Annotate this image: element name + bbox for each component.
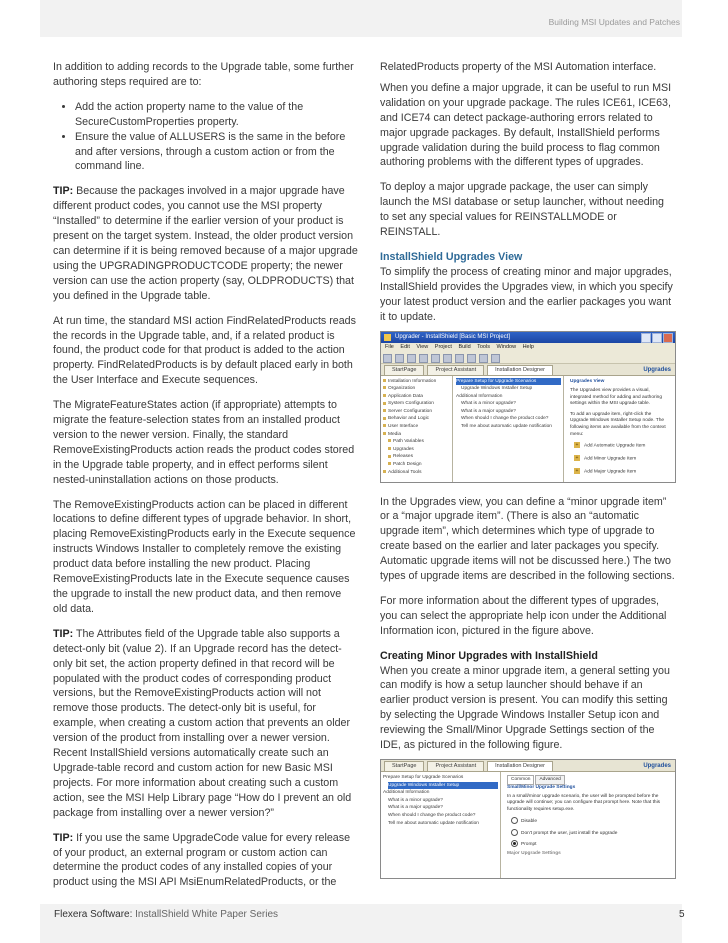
option-label: Don't prompt the user, just install the upgrade (521, 830, 618, 836)
upgrades-view-screenshot (380, 331, 676, 483)
radio-icon (511, 817, 518, 824)
view-label: Upgrades (643, 763, 671, 769)
tree-item: Prepare Setup for Upgrade Scenarios (383, 775, 464, 780)
tree-item: What is a minor upgrade? (461, 401, 516, 407)
group-title: Small/Minor Upgrade Settings (507, 785, 576, 790)
migrate-paragraph: The MigrateFeatureStates action (if appropriate) attempts to migrate the feature-selection states from an installed product version to the newer version. Finally, the standard RemoveExistingProducts action reads the product codes stored in the Upgrade table property, and in effect performs silent nested-uninstallation actions on those products. (53, 399, 355, 486)
list-item: • Ensure the value of ALLUSERS is the same in the before and after versions, through a custom action or from the command line. (75, 130, 358, 175)
ide-panes (381, 376, 675, 482)
minimize-icon (641, 333, 651, 343)
tip-text: Because the packages involved in a major upgrade have different product codes, you cannot use the MSI property “Installed” to determine if the earlier version of your product is present on the target system. Instead, the older product version can determine if it is being removed because of a major upgrade using the UPGRADINGPRODUCTCODE property; the newer version can use the action property (say, OLDPRODUCTS) that you defined in the Upgrade table. (53, 185, 358, 302)
tree-item: Path Variables (388, 438, 450, 446)
tree-item: When should I change the product code? (461, 416, 549, 422)
footer-series-title: InstallShield White Paper Series (132, 909, 278, 920)
tab-startpage: StartPage (384, 761, 424, 771)
menu-item: File (385, 343, 394, 350)
validation-paragraph: When you define a major upgrade, it can be useful to run MSI validation on your upgrade package. The rules ICE61, ICE63, and ICE74 can detect package-authoring errors related to major upgrade packages. By default, InstallShield performs upgrade validation during the build process to flag common authoring problems with the different types of upgrades. (380, 81, 672, 169)
upgrades-view-paragraph: In the Upgrades view, you can define a “minor upgrade item” or a “major upgrade item”. (There is also an “automatic upgrade item”, which determines which type of upgrade to create based on the earlier and later packages you specify. Automatic upgrade items will not be discussed here.) The two types of upgrade items are described in the following sections. (380, 495, 675, 583)
tip-label: TIP: (53, 185, 74, 198)
tree-item: Behavior and Logic (383, 415, 450, 423)
help-pane (565, 376, 675, 482)
tree-item: Releases (388, 453, 450, 461)
tree-item: Additional Information (456, 393, 503, 399)
tree-item: Upgrades (388, 446, 450, 454)
upgrades-tree (381, 772, 501, 878)
tree-item: Additional Tools (383, 469, 450, 477)
tab-advanced: Advanced (535, 775, 564, 785)
help-item: + Add Automatic Upgrade Item (574, 442, 670, 450)
toolbar-button-icon (443, 354, 452, 363)
tip-paragraph (53, 831, 358, 891)
view-label: Upgrades (643, 366, 671, 373)
tree-item: Prepare Setup for Upgrade Scenarios (456, 378, 561, 386)
settings-pane (502, 772, 675, 878)
deploy-paragraph: To deploy a major upgrade package, the user can simply launch the MSI database or setup launcher, without needing to set any special values for REINSTALLMODE or REINSTALL. (380, 181, 665, 239)
tree-item: What is a minor upgrade? (388, 797, 443, 803)
toolbar-button-icon (467, 354, 476, 363)
tip-text: If you use the same UpgradeCode value for every release of your product, an external program or custom action can determine the product codes of any installed copies of your product using the MSI API MsiEnumRelatedProducts, or the (53, 831, 351, 889)
remove-paragraph: The RemoveExistingProducts action can be placed in different locations to define different types of upgrade behavior. In short, placing RemoveExistingProducts early in the Execute sequence instructs Windows Installer to completely remove the existing product data before installing the new product. Placing RemoveExistingProducts late in the Execute sequence causes the upgrade to install the new product data, and then remove old data. (53, 498, 356, 615)
minor-paragraph: When you create a minor upgrade item, a general setting you can modify is how a setup launcher should behave if an earlier product version is present. You can modify this setting by selecting the Upgrade Windows Installer Setup icon and reviewing the Small/Minor Upgrade Settings section of the IDE, as pictured in the following figure. (380, 664, 670, 752)
toolbar-button-icon (383, 354, 392, 363)
section-heading: InstallShield Upgrades View (380, 250, 523, 263)
tree-item: User Interface (383, 423, 450, 431)
right-column (380, 60, 675, 891)
toolbar-button-icon (491, 354, 500, 363)
tree-item: When should I change the product code? (388, 812, 476, 818)
footer-series (54, 909, 278, 920)
toolbar-button-icon (455, 354, 464, 363)
running-header: Building MSI Updates and Patches (548, 17, 680, 27)
steps-list (53, 100, 358, 175)
menu-item: Help (522, 343, 534, 350)
ide-tabs (381, 364, 675, 376)
tree-item: Installation Information (383, 378, 450, 386)
maximize-icon (652, 333, 662, 343)
menu-item: Project (434, 343, 452, 350)
tree-item: Organization (383, 385, 450, 393)
tab-installation-designer: Installation Designer (487, 761, 553, 771)
tab-common: Common (507, 775, 534, 785)
ide-tabs (381, 760, 675, 772)
intro-paragraph: In addition to adding records to the Upgrade table, some further authoring steps required are to: (53, 61, 354, 88)
group-title: Major Upgrade Settings (507, 851, 561, 857)
window-titlebar (381, 332, 675, 343)
tab-installation-designer: Installation Designer (487, 365, 553, 375)
tree-item: Upgrade Windows Installer Setup (388, 782, 498, 790)
tree-item: Server Configuration (383, 408, 450, 416)
window-title: Upgrader - InstallShield [Basic MSI Project] (395, 333, 511, 340)
option-label: Prompt (521, 841, 537, 847)
tree-item: System Configuration (383, 400, 450, 408)
app-icon (384, 334, 391, 341)
tip-text: The Attributes field of the Upgrade table also supports a detect-only bit (value 2). If an Upgrade record has the detect-only bit set, the action property defined in that record will be populated with the product codes of corresponding product versions, but the RemoveExistingProducts action will not remove those products. The detect-only bit is useful, for example, when creating a custom action that prevents an older version of the product from installing over a newer version. Recent InstallShield versions automatically create such an Upgrade-table record and custom action for new Basic MSI projects. For more information about creating such a custom action, see the MSI Help Library page “How do I prevent an old package from installing over a newer version?” (53, 627, 352, 819)
radio-selected-icon (511, 840, 518, 847)
toolbar-button-icon (407, 354, 416, 363)
toolbar-button-icon (419, 354, 428, 363)
close-icon (663, 333, 673, 343)
help-text: To add an upgrade item, right-click the Upgrade Windows Installer Setup node. The following items are available from the context menu: (570, 411, 666, 437)
tab-project-assistant: Project Assistant (427, 365, 484, 375)
footer-brand: Flexera Software: (54, 909, 133, 920)
section-heading: Creating Minor Upgrades with InstallShield (380, 649, 598, 662)
help-item: + Add Minor Upgrade Item (574, 455, 670, 463)
left-column (53, 60, 358, 900)
settings-tabs (507, 775, 670, 783)
menu-item: Window (496, 343, 517, 350)
view-tree (381, 376, 453, 482)
toolbar-button-icon (395, 354, 404, 363)
help-item: + Add Major Upgrade Item (574, 468, 670, 476)
option-dont-prompt (511, 829, 670, 837)
tree-item: Additional Information (383, 790, 430, 796)
menu-item: View (416, 343, 429, 350)
continued-paragraph: RelatedProducts property of the MSI Automation interface. (380, 61, 657, 73)
tip-label: TIP: (53, 831, 74, 844)
toolbar-button-icon (479, 354, 488, 363)
tree-item: Tell me about automatic update notification (388, 820, 479, 826)
option-prompt (511, 840, 670, 848)
minor-upgrade-screenshot (380, 759, 676, 879)
menu-item: Edit (400, 343, 410, 350)
page-number: 5 (679, 909, 685, 920)
list-item: • Add the action property name to the value of the SecureCustomProperties property. (75, 100, 358, 130)
tab-startpage: StartPage (384, 365, 424, 375)
menu-item: Tools (477, 343, 490, 350)
view-paragraph: To simplify the process of creating minor and major upgrades, InstallShield provides the Upgrades view, in which you specify your latest product version and the earlier packages you want it to update. (380, 265, 673, 323)
tree-item: Application Data (383, 393, 450, 401)
menu-item: Build (458, 343, 471, 350)
menu-bar (381, 343, 675, 352)
ide-panes (381, 772, 675, 878)
window-controls (640, 333, 673, 348)
toolbar (381, 352, 675, 364)
option-disable (511, 817, 670, 825)
tree-item: Tell me about automatic update notification (461, 424, 552, 430)
group-description: In a small/minor upgrade scenario, the user will be prompted before the upgrade will continue; you can configure that prompt here. Note that this functionality requires setup.exe. (507, 793, 661, 812)
tip-paragraph (53, 627, 358, 821)
tip-paragraph (53, 184, 358, 303)
tree-item: Patch Design (388, 461, 450, 469)
tree-item: Upgrade Windows Installer Setup (461, 386, 533, 392)
runtime-paragraph: At run time, the standard MSI action FindRelatedProducts reads the records in the Upgrade table, and, if a related product is found, the product code for that product is added to the action property. FindRelatedProducts is by default placed early in both the User Interface and Execute sequences. (53, 314, 356, 387)
help-text: The Upgrades view provides a visual, integrated method for adding and authoring settings within the MSI upgrade table. (570, 388, 663, 407)
radio-icon (511, 829, 518, 836)
tab-project-assistant: Project Assistant (427, 761, 484, 771)
tree-item: What is a major upgrade? (388, 805, 443, 811)
toolbar-button-icon (431, 354, 440, 363)
tip-label: TIP: (53, 627, 74, 640)
option-label: Disable (521, 819, 537, 825)
upgrades-tree (454, 376, 564, 482)
tree-item: What is a major upgrade? (461, 408, 516, 414)
more-info-paragraph: For more information about the different types of upgrades, you can select the appropriate help icon under the Additional Information icon, pictured in the figure above. (380, 594, 667, 637)
tree-item: Media (383, 431, 450, 439)
help-title: Upgrades View (570, 378, 605, 384)
